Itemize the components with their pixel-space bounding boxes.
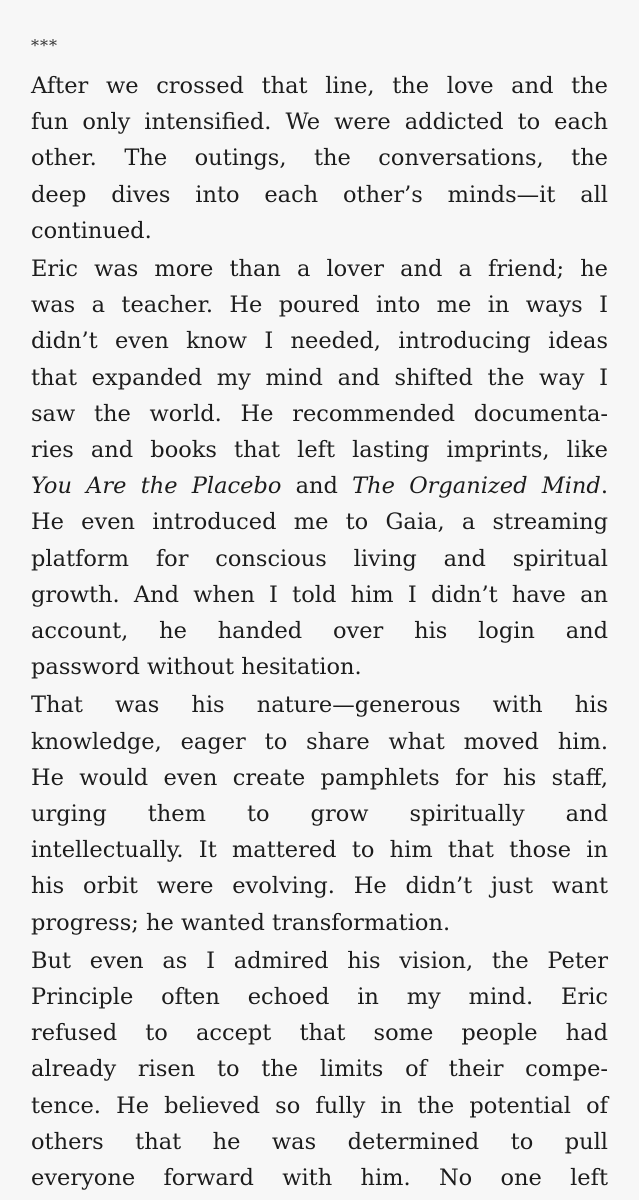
paragraph-2 — [31, 251, 608, 685]
paragraph-1 — [31, 68, 608, 249]
text-line: He would even create pamphlets for his staff, — [31, 764, 608, 791]
text-line: ries and books that left lasting imprints, like — [31, 437, 608, 464]
paragraph-4 — [31, 943, 608, 1196]
text-line: platform for conscious living and spiritual — [31, 545, 608, 572]
text-line: others that he was determined to pull — [31, 1128, 608, 1155]
text-line: progress; he wanted transformation. — [31, 909, 451, 936]
text-line: tence. He believed so fully in the potential of — [31, 1092, 608, 1119]
text-line: urging them to grow spiritually and — [31, 801, 608, 828]
text-line: fun only intensified. We were addicted to each — [31, 109, 608, 136]
book-title-organized-mind: The Organized Mind — [352, 473, 601, 500]
text-line: deep dives into each other’s minds—it all — [31, 181, 608, 208]
text-line: already risen to the limits of their compe- — [31, 1056, 608, 1083]
text-line: password without hesitation. — [31, 654, 362, 681]
book-title-placebo: You Are the Placebo — [31, 473, 282, 500]
scene-break: *** — [31, 36, 58, 55]
text-line: was a teacher. He poured into me in ways I — [31, 292, 608, 319]
text-line: growth. And when I told him I didn’t have an — [31, 581, 608, 608]
text-line: that expanded my mind and shifted the way I — [31, 364, 608, 391]
text-line: Eric was more than a lover and a friend; he — [31, 256, 608, 283]
text-line: saw the world. He recommended documenta- — [31, 400, 608, 427]
text-line: Principle often echoed in my mind. Eric — [31, 984, 608, 1011]
text-line: other. The outings, the conversations, the — [31, 145, 608, 172]
text-line: didn’t even know I needed, introducing ideas — [31, 328, 608, 355]
text-line: But even as I admired his vision, the Peter — [31, 947, 608, 974]
text-line: intellectually. It mattered to him that those in — [31, 837, 608, 864]
text-line: After we crossed that line, the love and the — [31, 73, 608, 99]
paragraph-3 — [31, 687, 608, 940]
text-line: That was his nature—generous with his — [31, 692, 608, 719]
text-line: knowledge, eager to share what moved him. — [31, 728, 608, 755]
text-line: everyone forward with him. No one left — [31, 1165, 608, 1192]
text-column — [31, 34, 608, 1198]
text-line: He even introduced me to Gaia, a streaming — [31, 509, 608, 536]
text-line: refused to accept that some people had — [31, 1020, 608, 1047]
text-line: his orbit were evolving. He didn’t just want — [31, 873, 608, 900]
text-line-with-titles: You Are the Placebo and The Organized Mind. — [31, 473, 608, 500]
text-line: continued. — [31, 217, 152, 244]
text-line: account, he handed over his login and — [31, 618, 608, 645]
